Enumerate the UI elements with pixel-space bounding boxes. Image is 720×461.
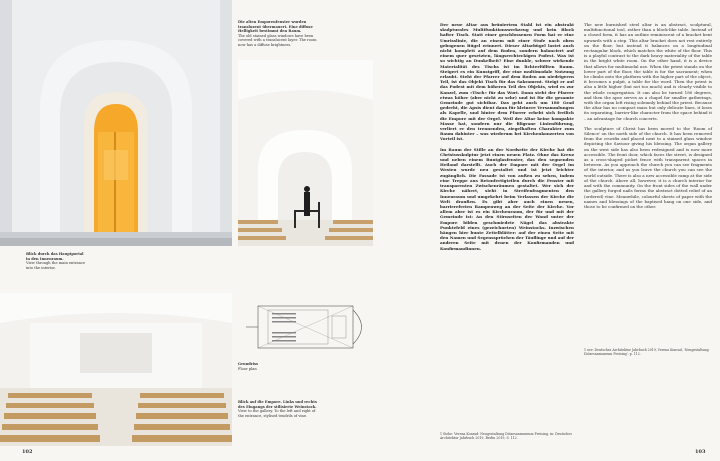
caption-gallery-view (238, 400, 318, 418)
page-number-left: 102 (22, 449, 33, 455)
caption-portal-de: Blick durch das Hauptportal in den Innenraum. (26, 252, 84, 261)
caption-portal (26, 252, 86, 270)
caption-floor-plan (238, 362, 298, 371)
paragraph-de-2: Im Raum der Stille an der Nordseite der Kirche hat die Christusskulptur jetzt einen neuen Platz. Ohne das Kreuz und neben einem Buntglasfenster, das den segnenden Heiland darstellt. Auch der Empore mit der Orgel im Westen wurde neu gestaltet und ist jetzt leichter zugänglich. Die Fassade ist von außen zu sehen, indem eine Treppe aus Betonfertigteilen durch die Fenster mit transparenten Zwischenräumen gestaltet. Wer sich der Kirche nähert, sieht in Streifenfragmenten den Innenraum und umgekehrt beim Verlassen der Kirche die Welt draußen. Es gibt aber auch einen neuen, barrierefreien Rampenweg an der Seite der Kirche. Vor allem aber ist es ein Kirchenraum, der für und mit der Gemeinde ist: An den Stirnseiten der Wand unter der Empore bilden geschmiedete Nägel das abstrakte Punktefeld eines (gezeichneten) Weinstocks. Inzwischen hängen hier bunte Zettelblätter: auf der einen Seite mit den Namen und Segenssprüchen der Täuflinge und auf der anderen Seite mit denen der Konfirmanden und Konfirmandinnen. (440, 146, 574, 251)
body-text-german (440, 22, 574, 256)
caption-gallery-view-de: Blick auf die Empore. Links und rechts des Eingangs der stilisierte Weinstock. (238, 400, 317, 409)
paragraph-en-1: The new burnished steel altar is an abstract, sculptural, multifunctional tool, rather than a block-like table. Instead of a closed form, it has an outline reminiscent of a bracket bent upwards with a step. This altar bracket does not rest entirely on the floor, but instead it balances on a longitudinal rectangular block, which matches the white of the floor. This is a playful contrast to the dark heavy materiality of the table in the bright white room. On the other hand, it is a device that allows for multimodal use. When the priest stands on the lower part of the floor, the table is for the sacrament; when he climbs onto the platform with the higher part of the object, it becomes a pulpit, a table for the word. Then the priest is also a little higher (but not too much) and is clearly visible to the whole congregation. It can also be turned 180 degrees, and then the apse serves as a chapel for smaller gatherings, with the organ loft rising solemnly behind the priest. Because the altar has no compact mass but only delicate lines, it loses its separating, barrier-like character from the space behind it – an advantage for church concerts. (584, 22, 712, 121)
paragraph-de-1: Der neue Altar aus brüniertem Stahl ist ein abstrakt skulpturales Multifunktionswerkzeug und kein Block hafter Tisch. Statt einer geschlossenen Form hat er eine Umrisslinie, die an einem mit einer Stufe nach oben gebogenen Bügel erinnert. Dieser Altarbügel lastet auch nicht komplett auf dem Boden, sondern balanciert auf einem quer gesetzten, längsrechteckigen Podest. Was ist so wichtig an Dunkelheit? Eine dunkle, schwer wirkende Materialität des Tischs ist im lichterfüllten Raum. Steigert es ein Kunstgriff, der eine multimodale Nutzung erlaubt. Steht der Pfarrer auf dem Boden am niedrigeren Teil, ist das Objekt Tisch für das Sakrament. Steigt er auf das Podest mit dem höheren Teil des Objekts, wird es zur Kanzel, zum »Tisch« für das Wort. Dann steht der Pfarrer etwas höher (aber nicht zu sehr) und ist für die gesamte Gemeinde gut sichtbar. Das geht auch um 180 Grad gedreht, die Apsis dient dann für kleinere Versammlungen als Kapelle, und hinter dem Pfarrer erhebt sich freilich die Empore mit der Orgel. Weil der Altar keine kompakte Masse hat, sondern nur die filigrane Linienführung, verliert er den trennenden, ziegelhaften Charakter zum Raum dahinter – was wiederum bei Kirchenkonzerten von Vorteil ist. (440, 22, 574, 142)
photo-portal (0, 0, 232, 246)
page-number-right: 103 (695, 449, 706, 455)
footnote-german: 1 Siehe: Verena Konrad: Neugestaltung Diözesanmuseum Freising, in: Deutsches Architektur Jahrbuch 2019, Berlin 2019, S. 112. (440, 432, 572, 440)
caption-portal-en: View through the main entrance into the interior. (26, 261, 86, 270)
footnote-english: 1 see: Deutsches Architektur Jahrbuch 2019, Verena Konrad, 'Neugestaltung Diözesanmuseum Freising', p. 112. (584, 348, 709, 356)
paragraph-en-2: The sculpture of Christ has been moved to the 'Room of Silence' on the north side of the church. It has been removed from the crucifix and placed next to a stained glass window depicting the Saviour giving his blessing. The organ gallery on the west side has also been redesigned and is now more accessible. The front door, which faces the street, is designed as a cross-shaped picket fence with transparent spaces in between. As you approach the church you can see fragments of the interior, and as you leave the church you can see the world outside. There is also a new accessible ramp at the side of the church. Above all, however, it is a church interior for and with the community. On the front sides of the wall under the gallery forged nails forms the abstract dotted relief of an (ordered) vine. Meanwhile, colourful sheets of paper with the names and blessings of the baptised hang on one side, and those to be confirmed on the other. (584, 125, 712, 209)
caption-gallery-window-en: The old stained glass windows have been covered with a translucent layer. The room now has a diffuse brightness. (238, 33, 317, 47)
caption-gallery-view-en: View to the gallery. To the left and right of the entrance, stylised tendrils of vine. (238, 409, 316, 418)
photo-gallery-chairs (0, 293, 232, 446)
caption-floor-plan-en: Floor plan (238, 366, 257, 371)
caption-gallery-window (238, 20, 320, 48)
caption-gallery-window-de: Die alten Emporenfenster wurden transluzent übermauert. Eine diffuse Helligkeit bestimmt den Raum. (238, 20, 313, 34)
caption-floor-plan-de: Grundriss (238, 362, 259, 366)
photo-altar-interior (238, 60, 373, 246)
floor-plan-drawing (238, 296, 373, 358)
body-text-english (584, 22, 712, 214)
